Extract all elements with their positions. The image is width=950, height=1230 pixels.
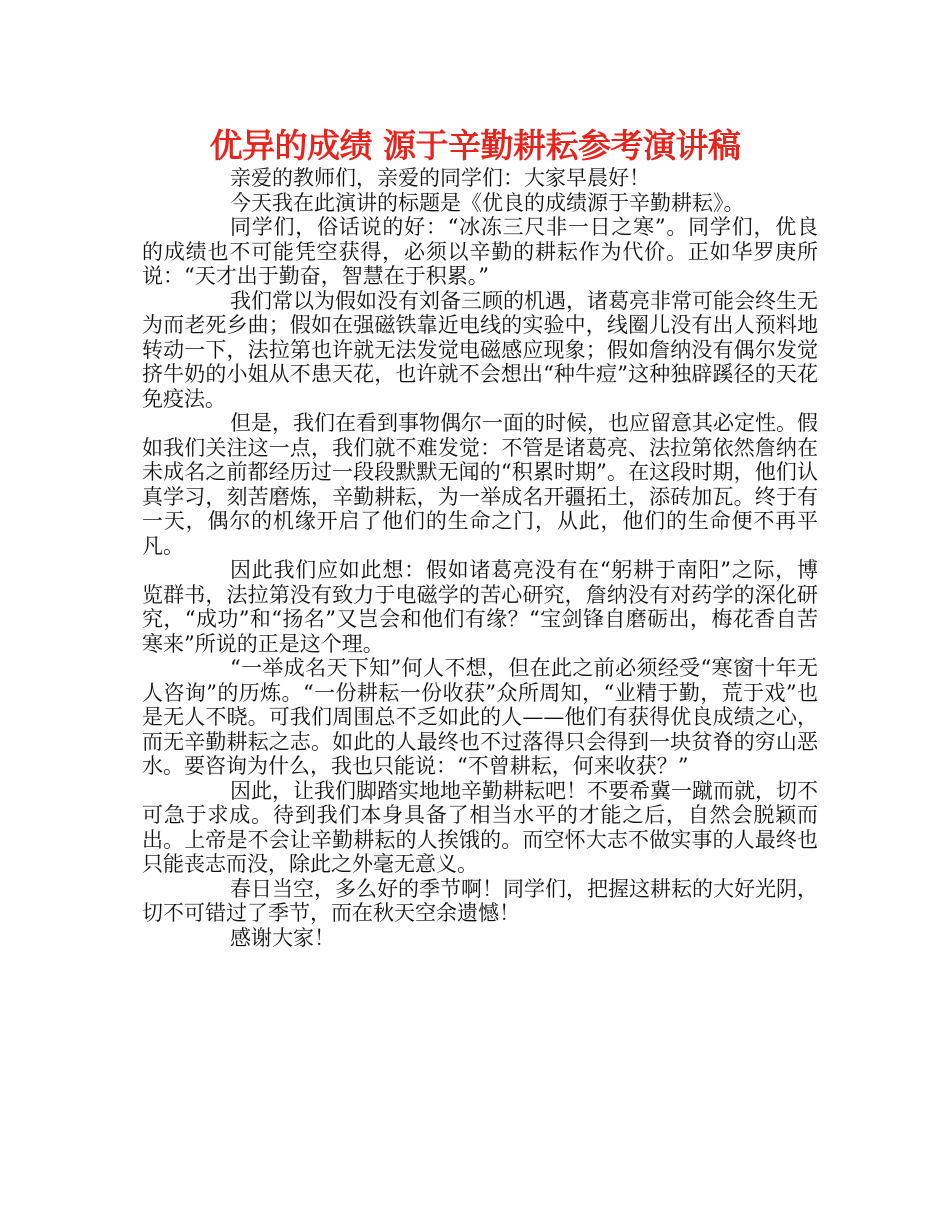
document-body: [142, 166, 818, 950]
paragraph: 因此，让我们脚踏实地地辛勤耕耘吧！不要希冀一蹴而就，切不可急于求成。待到我们本身具备了相当水平的才能之后，自然会脱颖而出。上帝是不会让辛勤耕耘的人挨饿的。而空怀大志不做实事的人最终也只能丧志而没，除此之外毫无意义。: [142, 778, 818, 876]
paragraph: 同学们，俗话说的好：“冰冻三尺非一日之寒”。同学们，优良的成绩也不可能凭空获得，必须以辛勤的耕耘作为代价。正如华罗庚所说：“天才出于勤奋，智慧在于积累。”: [142, 215, 818, 288]
paragraph-topic: 今天我在此演讲的标题是《优良的成绩源于辛勤耕耘》。: [230, 190, 745, 215]
paragraph: 春日当空，多么好的季节啊！同学们，把握这耕耘的大好光阴，切不可错过了季节，而在秋天空余遗憾！: [142, 876, 818, 925]
paragraph: 我们常以为假如没有刘备三顾的机遇，诸葛亮非常可能会终生无为而老死乡曲；假如在强磁铁靠近电线的实验中，线圈儿没有出人预料地转动一下，法拉第也许就无法发觉电磁感应现象；假如詹纳没有偶尔发觉挤牛奶的小姐从不患天花，也许就不会想出“种牛痘”这种独辟蹊径的天花免疫法。: [142, 288, 818, 411]
paragraph: 因此我们应如此想：假如诸葛亮没有在“躬耕于南阳”之际，博览群书，法拉第没有致力于电磁学的苦心研究，詹纳没有对药学的深化研究，“成功”和“扬名”又岂会和他们有缘？“宝剑锋自磨砺出，梅花香自苦寒来”所说的正是这个理。: [142, 558, 818, 656]
paragraph-greeting: 亲爱的教师们，亲爱的同学们：大家早晨好！: [230, 166, 650, 190]
document-title: 优异的成绩 源于辛勤耕耘参考演讲稿: [209, 126, 741, 165]
paragraph: “一举成名天下知”何人不想，但在此之前必须经受“寒窗十年无人咨询”的历炼。“一份耕耘一份收获”众所周知，“业精于勤，荒于戏”也是无人不晓。可我们周围总不乏如此的人——他们有获得优良成绩之心，而无辛勤耕耘之志。如此的人最终也不过落得只会得到一块贫脊的穷山恶水。要咨询为什么，我也只能说：“不曾耕耘，何来收获？”: [142, 656, 818, 778]
paragraph-closing: 感谢大家！: [230, 925, 335, 950]
paragraph: 但是，我们在看到事物偶尔一面的时候，也应留意其必定性。假如我们关注这一点，我们就不难发觉：不管是诸葛亮、法拉第依然詹纳在未成名之前都经历过一段段默默无闻的“积累时期”。在这段时期，他们认真学习，刻苦磨炼，辛勤耕耘，为一举成名开疆拓土，添砖加瓦。终于有一天，偶尔的机缘开启了他们的生命之门，从此，他们的生命便不再平凡。: [142, 411, 818, 558]
